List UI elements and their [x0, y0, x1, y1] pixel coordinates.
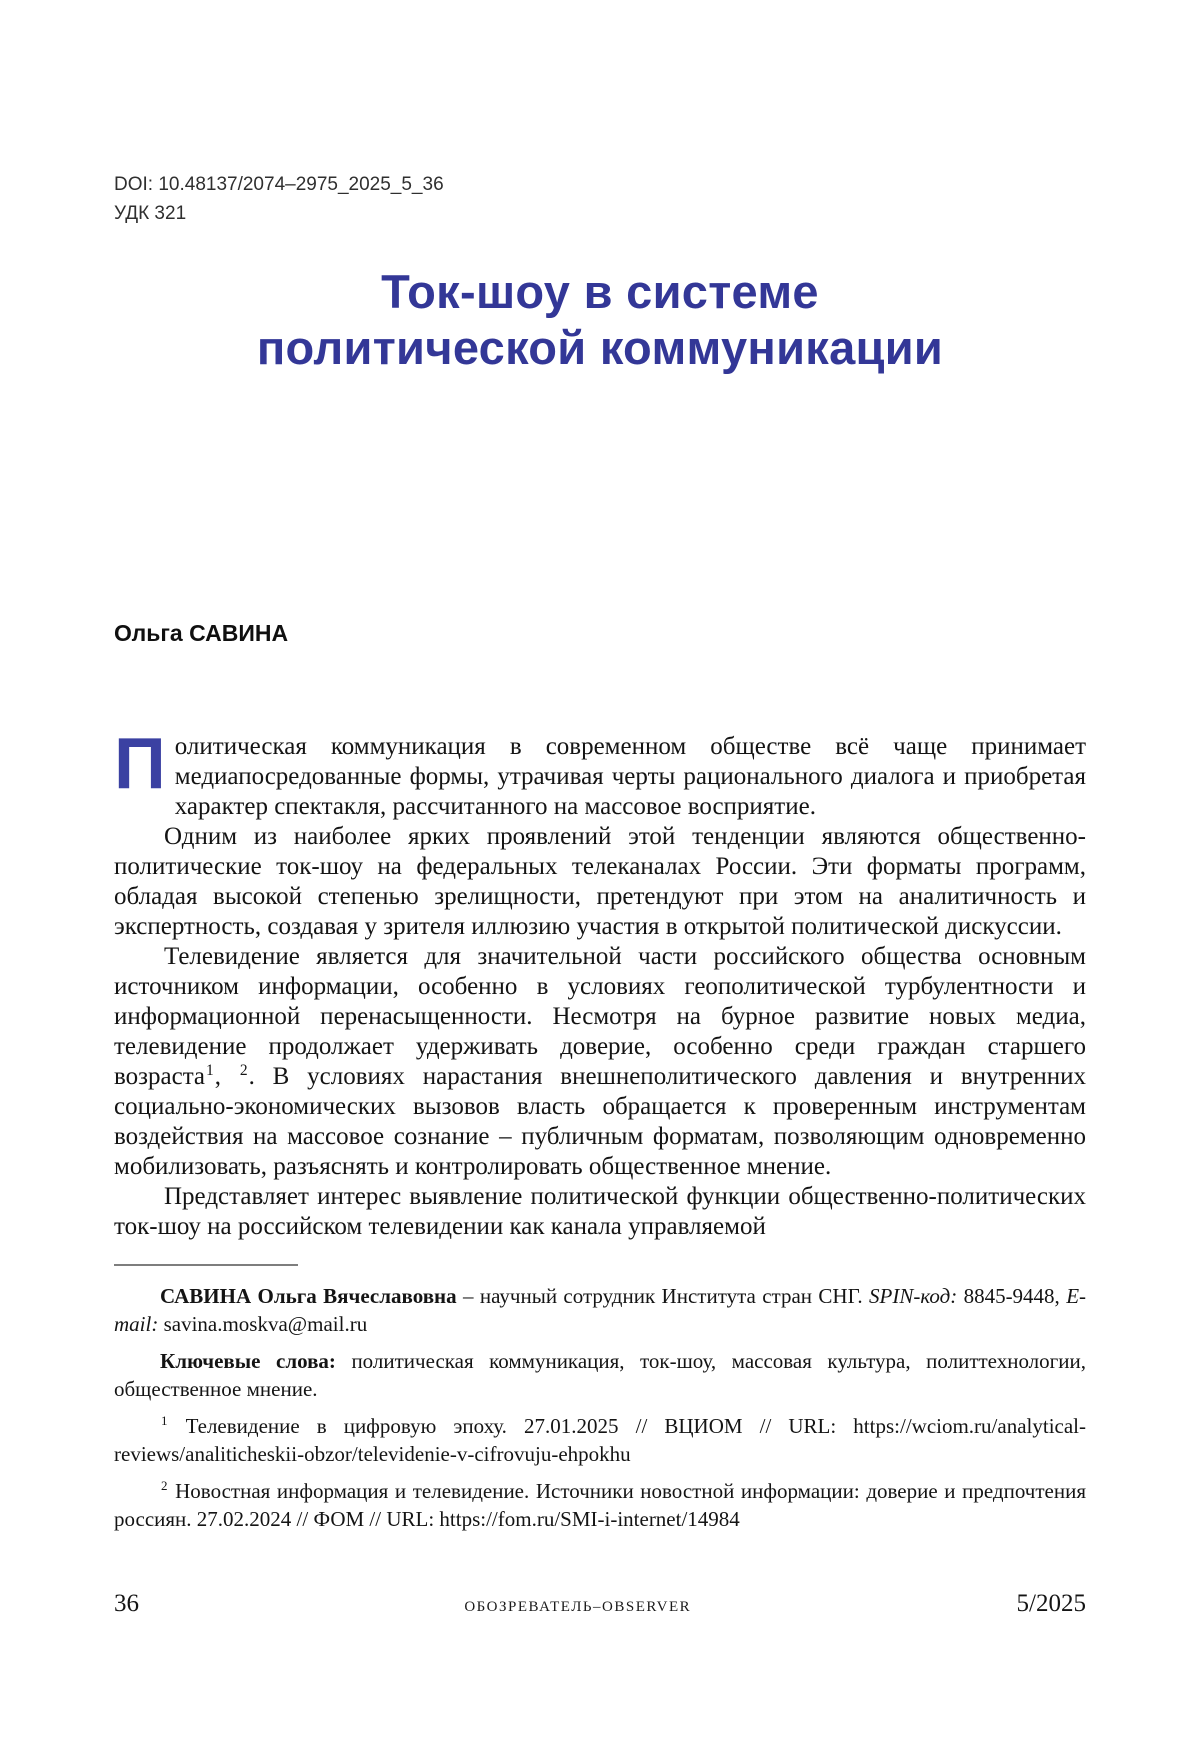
bio-author-name: САВИНА Ольга Вячеславовна	[160, 1284, 457, 1308]
doi-line: DOI: 10.48137/2074–2975_2025_5_36	[114, 174, 444, 195]
article-title	[114, 264, 1086, 376]
paragraph-1-text: олитическая коммуникация в современном обществе всё чаще принимает медиапосредованные формы, утрачивая черты рационального диалога и приобретая характер спектакля, рассчитанного на массовое восприятие.	[174, 733, 1086, 820]
dropcap-letter: П	[114, 724, 166, 804]
footnote-1-number: 1	[161, 1413, 168, 1428]
page-meta	[114, 170, 1086, 228]
paragraph-2: Одним из наиболее ярких проявлений этой тенденции являются общественно-политические ток-шоу на федеральных телеканалах России. Эти форматы программ, обладая высокой степенью зрелищности, претендуют при этом на аналитичность и экспертность, создавая у зрителя иллюзию участия в открытой политической дискуссии.	[114, 823, 1086, 940]
keywords-text: политическая коммуникация, ток-шоу, массовая культура, политтехнологии, общественное мнение.	[114, 1349, 1086, 1401]
journal-name: ОБОЗРЕВАТЕЛЬ–OBSERVER	[464, 1599, 692, 1615]
paragraph-3-text-b: . В условиях нарастания внешнеполитического давления и внутренних социально-экономических вызовов власть обращается к проверенным инструментам воздействия на массовое сознание – публичным форматам, позволяющим одновременно мобилизовать, разъяснять и контролировать общественное мнение.	[114, 1063, 1087, 1180]
author-name: Ольга САВИНА	[114, 620, 289, 646]
article-body	[114, 724, 1087, 1242]
bio-affiliation: – научный сотрудник Института стран СНГ.	[456, 1284, 869, 1308]
bio-spin-value: 8845-9448,	[957, 1284, 1067, 1308]
page-number: 36	[114, 1590, 139, 1617]
footnote-1-text: Телевидение в цифровую эпоху. 27.01.2025 // ВЦИОМ // URL: https://wciom.ru/analytical-reviews/analiticheskii-obzor/televidenie-v-cifrovuju-ehpokhu	[114, 1414, 1086, 1466]
paragraph-3-comma: ,	[214, 1063, 239, 1090]
keywords-note	[114, 1347, 1086, 1403]
paragraph-3-text-a: Телевидение является для значительной части российского общества основным источником информации, особенно в условиях геополитической турбулентности и информационной перенасыщенности. Несмотря на бурное развитие новых медиа, телевидение продолжает удерживать доверие, особенно среди граждан старшего возраста	[114, 943, 1086, 1090]
footnote-2-text: Новостная информация и телевидение. Источники новостной информации: доверие и предпочтения россиян. 27.02.2024 // ФОМ // URL: https://fom.ru/SMI-i-internet/14984	[114, 1479, 1086, 1531]
footnote-separator	[114, 1264, 298, 1266]
footnotes-block	[114, 1282, 1086, 1533]
paragraph-3	[114, 942, 1086, 1182]
author-bio-note	[114, 1282, 1086, 1338]
bio-email-label: E-mail:	[114, 1284, 1087, 1336]
footnote-ref-1: 1	[206, 1061, 214, 1079]
issue-number: 5/2025	[1016, 1590, 1086, 1617]
article-title-line-1: Ток-шоу в системе	[381, 265, 819, 318]
bio-spin-label: SPIN-код:	[869, 1284, 958, 1308]
footnote-2-number: 2	[161, 1478, 168, 1493]
article-title-line-2: политической коммуникации	[256, 321, 944, 374]
bio-email-value: savina.moskva@mail.ru	[158, 1312, 368, 1336]
paragraph-4: Представляет интерес выявление политической функции общественно-политических ток-шоу на российском телевидении как канала управляемой	[114, 1183, 1086, 1240]
page-footer	[114, 1590, 1086, 1618]
footnote-1	[114, 1412, 1086, 1468]
footnote-2	[114, 1477, 1086, 1533]
footnote-ref-2: 2	[239, 1061, 248, 1079]
udk-line: УДК 321	[114, 203, 187, 224]
keywords-label: Ключевые слова:	[160, 1349, 336, 1373]
paragraph-1	[114, 724, 1086, 822]
